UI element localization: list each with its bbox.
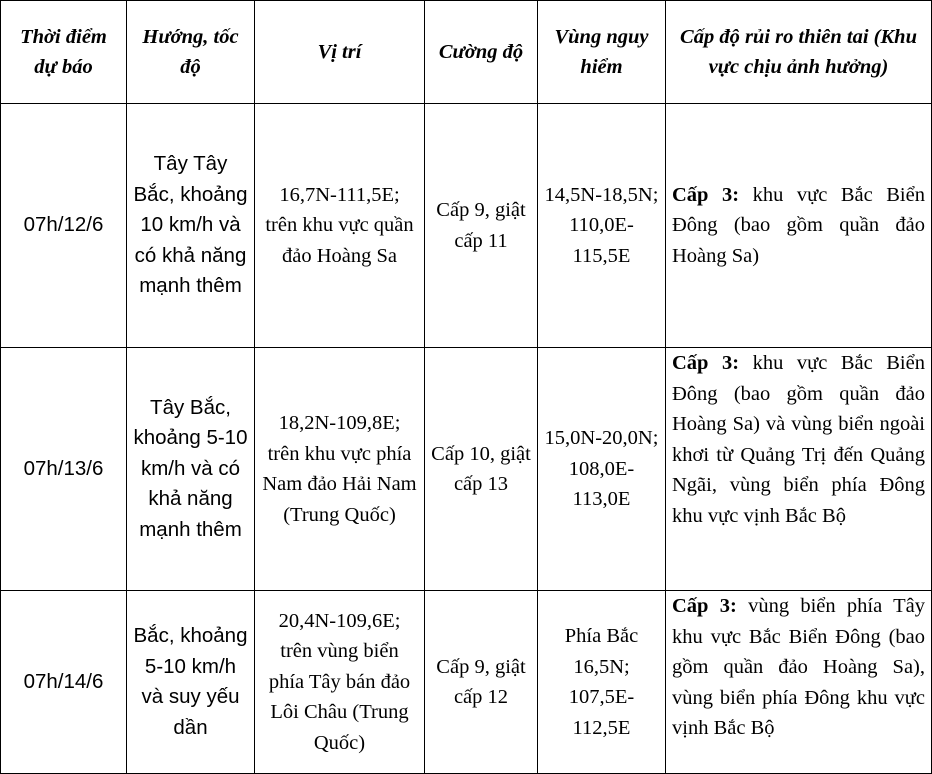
header-danger-zone: Vùng nguy hiểm — [538, 1, 666, 104]
risk-level-cell — [666, 348, 932, 591]
danger-zone: 15,0N-20,0N; 108,0E-113,0E — [538, 348, 666, 591]
header-direction: Hướng, tốc độ — [127, 1, 255, 104]
intensity: Cấp 9, giật cấp 11 — [425, 104, 538, 348]
position: 16,7N-111,5E; trên khu vực quần đảo Hoàng Sa — [255, 104, 425, 348]
forecast-time: 07h/14/6 — [1, 591, 127, 774]
risk-level-cell — [666, 104, 932, 348]
direction-speed: Tây Bắc, khoảng 5-10 km/h và có khả năng mạnh thêm — [127, 348, 255, 591]
header-row — [1, 1, 932, 104]
table-row — [1, 348, 932, 591]
risk-area: khu vực Bắc Biển Đông (bao gồm quần đảo Hoàng Sa) — [672, 183, 925, 267]
risk-level: Cấp 3: — [672, 352, 740, 374]
risk-level: Cấp 3: — [672, 183, 740, 206]
intensity: Cấp 10, giật cấp 13 — [425, 348, 538, 591]
header-risk: Cấp độ rủi ro thiên tai (Khu vực chịu ảnh hưởng) — [666, 1, 932, 104]
risk-area: khu vực Bắc Biển Đông (bao gồm quần đảo Hoàng Sa) và vùng biển ngoài khơi từ Quảng Trị đến Quảng Ngãi, vùng biển phía Đông khu vực vịnh Bắc Bộ — [672, 352, 925, 527]
intensity: Cấp 9, giật cấp 12 — [425, 591, 538, 774]
table-row — [1, 104, 932, 348]
risk-level-cell — [666, 591, 932, 774]
forecast-time: 07h/12/6 — [1, 104, 127, 348]
risk-level: Cấp 3: — [672, 595, 737, 617]
position: 20,4N-109,6E; trên vùng biển phía Tây bán đảo Lôi Châu (Trung Quốc) — [255, 591, 425, 774]
risk-area: vùng biển phía Tây khu vực Bắc Biển Đông (bao gồm quần đảo Hoàng Sa), vùng biển phía Đông khu vực vịnh Bắc Bộ — [672, 595, 925, 739]
direction-speed: Bắc, khoảng 5-10 km/h và suy yếu dần — [127, 591, 255, 774]
header-time: Thời điểm dự báo — [1, 1, 127, 104]
danger-zone: Phía Bắc 16,5N; 107,5E-112,5E — [538, 591, 666, 774]
forecast-time: 07h/13/6 — [1, 348, 127, 591]
direction-speed: Tây Tây Bắc, khoảng 10 km/h và có khả năng mạnh thêm — [127, 104, 255, 348]
header-intensity: Cường độ — [425, 1, 538, 104]
header-position: Vị trí — [255, 1, 425, 104]
table-row — [1, 591, 932, 774]
danger-zone: 14,5N-18,5N; 110,0E-115,5E — [538, 104, 666, 348]
position: 18,2N-109,8E; trên khu vực phía Nam đảo Hải Nam (Trung Quốc) — [255, 348, 425, 591]
